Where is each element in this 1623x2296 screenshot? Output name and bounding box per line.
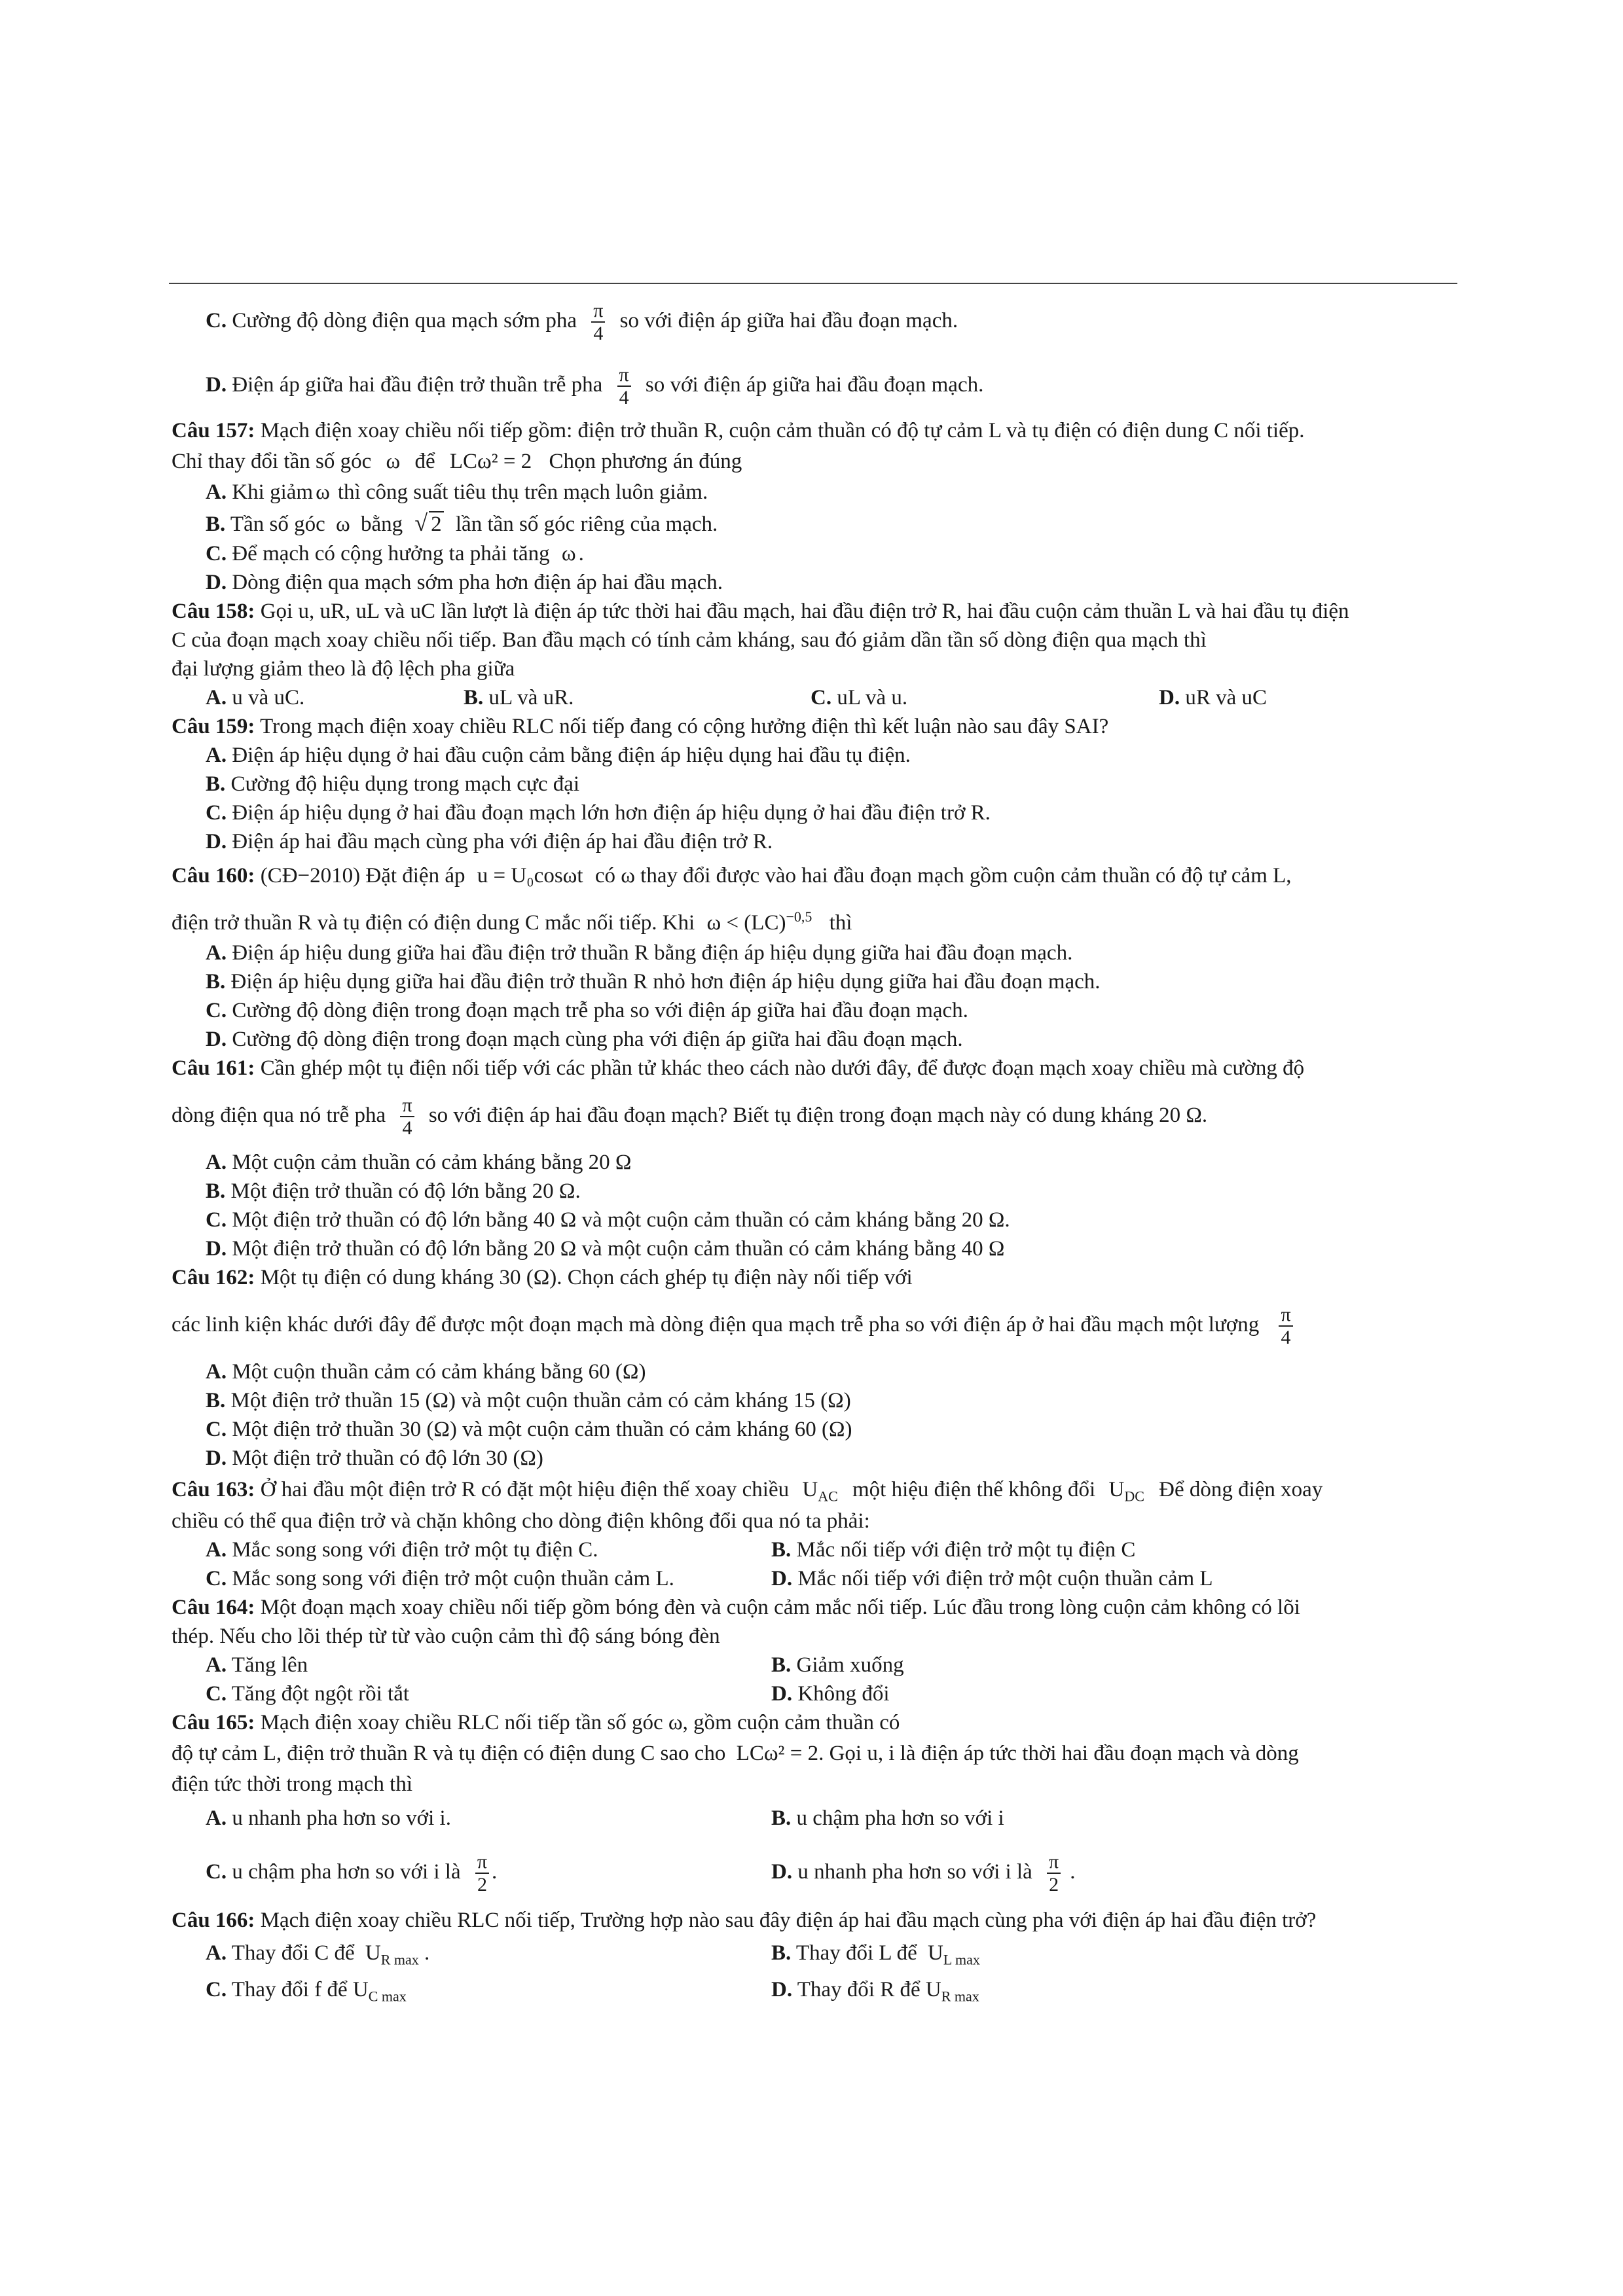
q165-option-a: A. u nhanh pha hơn so với i. <box>206 1806 451 1830</box>
q165-options-row-2 <box>172 1838 1455 1906</box>
q166-option-c: C. Thay đổi f để $U_{C max}$ <box>206 1978 407 2005</box>
q165-option-d: D. u nhanh pha hơn so với i là $\frac{\pi}{2}$ . <box>771 1851 1076 1896</box>
fraction: $\frac{\pi}{2}$ <box>1047 1851 1061 1895</box>
q159-option-d: D. Điện áp hai đầu mạch cùng pha với điện áp hai đầu điện trở R. <box>206 830 773 853</box>
q166-option-b: B. Thay đổi L để $U_{L max}$ <box>771 1941 980 1968</box>
q158-option-c: C. uL và u. <box>811 686 908 709</box>
fraction: $\frac{\pi}{4}$ <box>591 300 605 344</box>
q165-stem-1: Câu 165: Mạch điện xoay chiều RLC nối tiếp tần số góc ω, gồm cuộn cảm thuần có <box>172 1711 900 1734</box>
q163-option-b: B. Mắc nối tiếp với điện trở một tụ điện C <box>771 1538 1136 1562</box>
q166-options-row-1 <box>172 1935 1455 1971</box>
q158-option-b: B. uL và uR. <box>464 686 574 709</box>
q166-options-row-2 <box>172 1971 1455 2008</box>
q157-stem-1: Câu 157: Mạch điện xoay chiều nối tiếp gồm: điện trở thuần R, cuộn cảm thuần có độ tự cảm L và tụ điện có điện dung C nối tiếp. <box>172 419 1305 442</box>
q166-stem: Câu 166: Mạch điện xoay chiều RLC nối tiếp, Trường hợp nào sau đây điện áp hai đầu mạch cùng pha với điện áp hai đầu điện trở? <box>172 1909 1317 1932</box>
fraction: $\frac{\pi}{4}$ <box>1279 1304 1292 1348</box>
document-body <box>172 288 1455 2008</box>
q162-option-d: D. Một điện trở thuần có độ lớn 30 (Ω) <box>206 1446 543 1470</box>
q159-option-c: C. Điện áp hiệu dụng ở hai đầu đoạn mạch lớn hơn điện áp hiệu dụng ở hai đầu điện trở R. <box>206 801 991 825</box>
q165-stem-3: điện tức thời trong mạch thì <box>172 1772 413 1796</box>
q158-options <box>172 683 1455 712</box>
q162-option-b: B. Một điện trở thuần 15 (Ω) và một cuộn thuần cảm có cảm kháng 15 (Ω) <box>206 1389 851 1412</box>
q161-option-b: B. Một điện trở thuần có độ lớn bằng 20 Ω. <box>206 1179 581 1203</box>
q160-option-b: B. Điện áp hiệu dụng giữa hai đầu điện trở thuần R nhỏ hơn điện áp hiệu dụng giữa hai đầu đoạn mạch. <box>206 970 1101 994</box>
q161-stem-1: Câu 161: Cần ghép một tụ điện nối tiếp với các phần tử khác theo cách nào dưới đây, để được đoạn mạch xoay chiều mà cường độ <box>172 1056 1305 1080</box>
q159-stem: Câu 159: Trong mạch điện xoay chiều RLC nối tiếp đang có cộng hưởng điện thì kết luận nào sau đây SAI? <box>172 715 1109 738</box>
q160-option-a: A. Điện áp hiệu dung giữa hai đầu điện trở thuần R bằng điện áp hiệu dụng giữa hai đầu đoạn mạch. <box>206 941 1073 965</box>
q161-stem-2: dòng điện qua nó trễ pha $\frac{\pi}{4}$ so với điện áp hai đầu đoạn mạch? Biết tụ điện trong đoạn mạch này có dung kháng 20 Ω. <box>172 1094 1208 1139</box>
q161-option-c: C. Một điện trở thuần có độ lớn bằng 40 Ω và một cuộn cảm thuần có cảm kháng bằng 20 Ω. <box>206 1208 1010 1232</box>
q163-stem-2: chiều có thể qua điện trở và chặn không cho dòng điện không đổi qua nó ta phải: <box>172 1509 870 1533</box>
q162-stem-1: Câu 162: Một tụ điện có dung kháng 30 (Ω). Chọn cách ghép tụ điện này nối tiếp với <box>172 1266 913 1289</box>
q165-option-b: B. u chậm pha hơn so với i <box>771 1806 1004 1830</box>
q160-option-d: D. Cường độ dòng điện trong đoạn mạch cùng pha với điện áp giữa hai đầu đoạn mạch. <box>206 1028 963 1051</box>
q156-option-d: D. Điện áp giữa hai đầu điện trở thuần trễ pha $\frac{\pi}{4}$ so với điện áp giữa hai đầu đoạn mạch. <box>206 364 984 409</box>
q157-option-a: A. Khi giảm ω thì công suất tiêu thụ trên mạch luôn giảm. <box>206 480 708 504</box>
q157-option-c: C. Để mạch có cộng hưởng ta phải tăng ω . <box>206 542 584 565</box>
q166-option-a: A. Thay đổi C để $U_{R max}$ . <box>206 1941 430 1968</box>
q157-option-d: D. Dòng điện qua mạch sớm pha hơn điện áp hai đầu mạch. <box>206 571 723 594</box>
q160-option-c: C. Cường độ dòng điện trong đoạn mạch trễ pha so với điện áp giữa hai đầu đoạn mạch. <box>206 999 968 1022</box>
q165-stem-2: độ tự cảm L, điện trở thuần R và tụ điện có điện dung C sao cho LCω² = 2. Gọi u, i là điện áp tức thời hai đầu đoạn mạch và dòng <box>172 1742 1299 1765</box>
q158-option-d: D. uR và uC <box>1159 686 1267 709</box>
q164-option-a: A. Tăng lên <box>206 1653 308 1677</box>
q158-option-a: A. u và uC. <box>206 686 305 709</box>
q163-options-row-1 <box>172 1535 1455 1564</box>
q165-option-c: C. u chậm pha hơn so với i là $\frac{\pi}{2}$ . <box>206 1851 498 1896</box>
q165-options-row-1 <box>172 1799 1455 1838</box>
q164-option-b: B. Giảm xuống <box>771 1653 904 1677</box>
q162-stem-2: các linh kiện khác dưới đây để được một đoạn mạch mà dòng điện qua mạch trễ pha so với điện áp ở hai đầu mạch một lượng $\frac{\pi}{4}$ <box>172 1292 1455 1357</box>
q164-options-row-2 <box>172 1679 1455 1708</box>
q166-option-d: D. Thay đổi R để $U_{R max}$ <box>771 1978 979 2005</box>
q161-option-d: D. Một điện trở thuần có độ lớn bằng 20 Ω và một cuộn cảm thuần có cảm kháng bằng 40 Ω <box>206 1237 1005 1261</box>
q160-stem-1: Câu 160: (CĐ−2010) Đặt điện áp u = U₀cosωt có ω thay đổi được vào hai đầu đoạn mạch gồm cuộn cảm thuần có độ tự cảm L, <box>172 864 1292 888</box>
q164-options-row-1 <box>172 1651 1455 1679</box>
q164-option-c: C. Tăng đột ngột rồi tắt <box>206 1682 410 1706</box>
q164-option-d: D. Không đổi <box>771 1682 890 1706</box>
top-rule <box>169 283 1457 284</box>
q163-option-d: D. Mắc nối tiếp với điện trở một cuộn thuần cảm L <box>771 1567 1213 1590</box>
q164-stem-1: Câu 164: Một đoạn mạch xoay chiều nối tiếp gồm bóng đèn và cuộn cảm mắc nối tiếp. Lúc đầu trong lòng cuộn cảm không có lõi <box>172 1596 1300 1619</box>
q160-stem-2: điện trở thuần R và tụ điện có điện dung C mắc nối tiếp. Khi ω < (LC)$^{-0,5}$ thì <box>172 908 852 935</box>
q163-options-row-2 <box>172 1564 1455 1593</box>
q159-option-a: A. Điện áp hiệu dụng ở hai đầu cuộn cảm bằng điện áp hiệu dụng hai đầu tụ điện. <box>206 744 911 767</box>
q158-stem-3: đại lượng giảm theo là độ lệch pha giữa <box>172 657 515 681</box>
q163-option-a: A. Mắc song song với điện trở một tụ điện C. <box>206 1538 598 1562</box>
q158-stem-2: C của đoạn mạch xoay chiều nối tiếp. Ban đầu mạch có tính cảm kháng, sau đó giảm dần tần số dòng điện qua mạch thì <box>172 628 1207 652</box>
q156-option-c: C. Cường độ dòng điện qua mạch sớm pha $\frac{\pi}{4}$ so với điện áp giữa hai đầu đoạn mạch. <box>206 300 958 345</box>
q163-option-c: C. Mắc song song với điện trở một cuộn thuần cảm L. <box>206 1567 674 1590</box>
q163-stem-1: Câu 163: Ở hai đầu một điện trở R có đặt một hiệu điện thế xoay chiều $U_{AC}$ một hiệu điện thế không đổi $U_{DC}$ Để dòng điện xoay <box>172 1478 1323 1505</box>
q162-option-c: C. Một điện trở thuần 30 (Ω) và một cuộn cảm thuần có cảm kháng 60 (Ω) <box>206 1418 852 1441</box>
q164-stem-2: thép. Nếu cho lõi thép từ từ vào cuộn cảm thì độ sáng bóng đèn <box>172 1624 720 1648</box>
fraction: $\frac{\pi}{2}$ <box>475 1851 489 1895</box>
q157-option-b: B. Tần số góc ω bằng √ 2 lần tần số góc riêng của mạch. <box>206 510 718 536</box>
q157-stem-2: Chỉ thay đổi tần số góc ω để LCω² = 2 Chọn phương án đúng <box>172 450 742 473</box>
fraction: $\frac{\pi}{4}$ <box>617 364 631 408</box>
q162-option-a: A. Một cuộn thuần cảm có cảm kháng bằng 60 (Ω) <box>206 1360 646 1384</box>
fraction: $\frac{\pi}{4}$ <box>400 1094 414 1139</box>
q158-stem-1: Câu 158: Gọi u, uR, uL và uC lần lượt là điện áp tức thời hai đầu mạch, hai đầu điện trở R, hai đầu cuộn cảm thuần L và hai đầu tụ điện <box>172 600 1349 623</box>
q161-option-a: A. Một cuộn cảm thuần có cảm kháng bằng 20 Ω <box>206 1151 632 1174</box>
q159-option-b: B. Cường độ hiệu dụng trong mạch cực đại <box>206 772 580 796</box>
